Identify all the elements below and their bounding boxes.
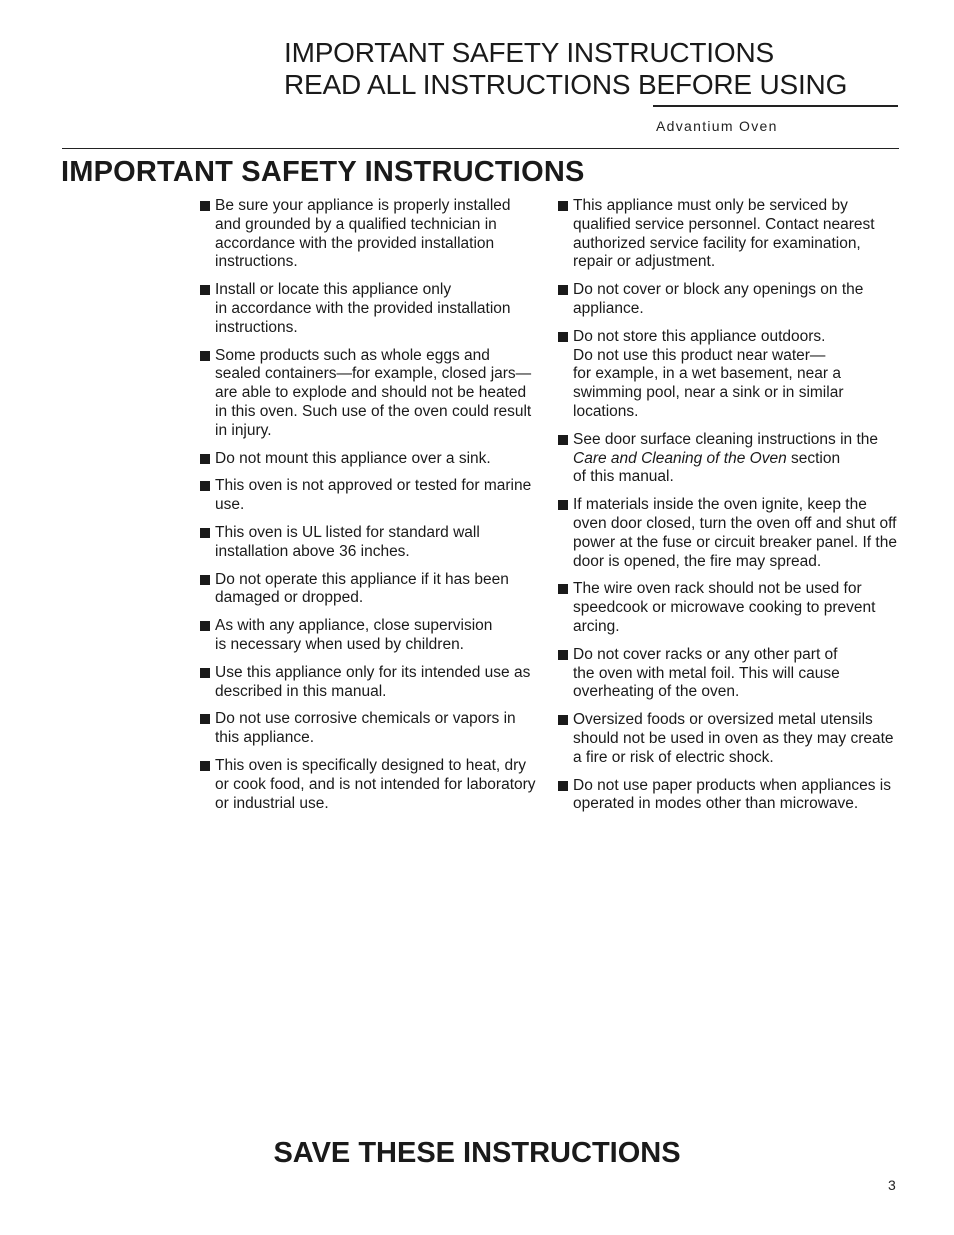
instruction-text: Do not use corrosive chemicals or vapors in this appliance. <box>215 710 516 747</box>
product-name: Advantium Oven <box>656 118 778 134</box>
instruction-item <box>558 431 898 487</box>
instruction-text: This oven is not approved or tested for marine use. <box>215 477 532 514</box>
instruction-item <box>558 777 898 815</box>
instruction-text <box>573 431 898 487</box>
page-number: 3 <box>888 1177 896 1193</box>
instruction-text: Be sure your appliance is properly installed and grounded by a qualified technician in accordance with the provided installation instructions. <box>215 197 511 271</box>
square-bullet-icon <box>200 351 210 361</box>
right-instruction-list <box>558 197 898 823</box>
instruction-text: As with any appliance, close supervision is necessary when used by children. <box>215 617 493 653</box>
instruction-text: Oversized foods or oversized metal utensils should not be used in oven as they may create a fire or risk of electric shock. <box>573 711 894 766</box>
header-title-line1: IMPORTANT SAFETY INSTRUCTIONS <box>284 37 774 68</box>
instruction-item <box>200 347 536 441</box>
instruction-item <box>558 646 898 702</box>
instruction-item <box>200 450 536 469</box>
instruction-text: Do not operate this appliance if it has been damaged or dropped. <box>215 570 509 607</box>
instruction-item <box>200 710 536 748</box>
instruction-text-part: section of this manual. <box>573 449 841 486</box>
instruction-text: If materials inside the oven ignite, keep the oven door closed, turn the oven off and shut off power at the fuse or circuit breaker panel. If the door is opened, the fire may spread. <box>573 496 897 570</box>
square-bullet-icon <box>558 781 568 791</box>
instruction-item <box>200 757 536 813</box>
square-bullet-icon <box>200 454 210 464</box>
instruction-item <box>558 496 898 571</box>
square-bullet-icon <box>200 621 210 631</box>
square-bullet-icon <box>200 285 210 295</box>
square-bullet-icon <box>558 332 568 342</box>
instruction-item <box>200 524 536 562</box>
instruction-item <box>200 571 536 609</box>
header-title-line2: READ ALL INSTRUCTIONS BEFORE USING <box>284 69 848 100</box>
square-bullet-icon <box>200 201 210 211</box>
instruction-item <box>558 197 898 272</box>
square-bullet-icon <box>558 285 568 295</box>
square-bullet-icon <box>558 201 568 211</box>
instruction-item <box>200 664 536 702</box>
square-bullet-icon <box>200 481 210 491</box>
instruction-item <box>200 617 536 655</box>
instruction-text: Do not mount this appliance over a sink. <box>215 449 491 467</box>
square-bullet-icon <box>200 668 210 678</box>
instruction-item <box>558 580 898 636</box>
header-title <box>284 37 847 101</box>
instruction-text: This oven is specifically designed to heat, dry or cook food, and is not intended for laboratory or industrial use. <box>215 756 536 812</box>
square-bullet-icon <box>200 528 210 538</box>
section-title: IMPORTANT SAFETY INSTRUCTIONS <box>61 156 585 188</box>
instruction-item <box>200 477 536 515</box>
instruction-item <box>200 197 536 272</box>
instruction-item <box>200 281 536 337</box>
instruction-text: The wire oven rack should not be used for speedcook or microwave cooking to prevent arcing. <box>573 580 876 635</box>
square-bullet-icon <box>200 761 210 771</box>
instruction-text: Do not cover racks or any other part of the oven with metal foil. This will cause overheating of the oven. <box>573 645 840 701</box>
square-bullet-icon <box>200 714 210 724</box>
left-instruction-list <box>200 197 536 822</box>
instruction-text: Do not store this appliance outdoors. Do not use this product near water— for example, in a wet basement, near a swimming pool, near a sink or in similar locations. <box>573 327 844 420</box>
instruction-text: Do not cover or block any openings on the appliance. <box>573 281 864 317</box>
square-bullet-icon <box>558 584 568 594</box>
instruction-text: Do not use paper products when appliances is operated in modes other than microwave. <box>573 776 891 813</box>
instruction-text: This oven is UL listed for standard wall installation above 36 inches. <box>215 523 480 560</box>
instruction-text: Use this appliance only for its intended use as described in this manual. <box>215 663 531 700</box>
square-bullet-icon <box>558 500 568 510</box>
save-instructions-title: SAVE THESE INSTRUCTIONS <box>273 1137 681 1169</box>
header-rule <box>653 105 898 107</box>
instruction-text-italic: Care and Cleaning of the Oven <box>573 449 787 467</box>
square-bullet-icon <box>558 650 568 660</box>
square-bullet-icon <box>558 435 568 445</box>
instruction-item <box>558 711 898 767</box>
instruction-item <box>558 281 898 319</box>
instruction-text: Some products such as whole eggs and sealed containers—for example, closed jars—are able to explode and should not be heated in this oven. Such use of the oven could result in injury. <box>215 346 532 439</box>
square-bullet-icon <box>558 715 568 725</box>
instruction-item <box>558 328 898 422</box>
section-divider <box>62 148 899 149</box>
instruction-text: Install or locate this appliance only in accordance with the provided installation instructions. <box>215 281 511 336</box>
instruction-text: This appliance must only be serviced by qualified service personnel. Contact nearest authorized service facility for examination, repair or adjustment. <box>573 197 875 271</box>
instruction-text-part: See door surface cleaning instructions in the <box>573 430 879 448</box>
square-bullet-icon <box>200 575 210 585</box>
